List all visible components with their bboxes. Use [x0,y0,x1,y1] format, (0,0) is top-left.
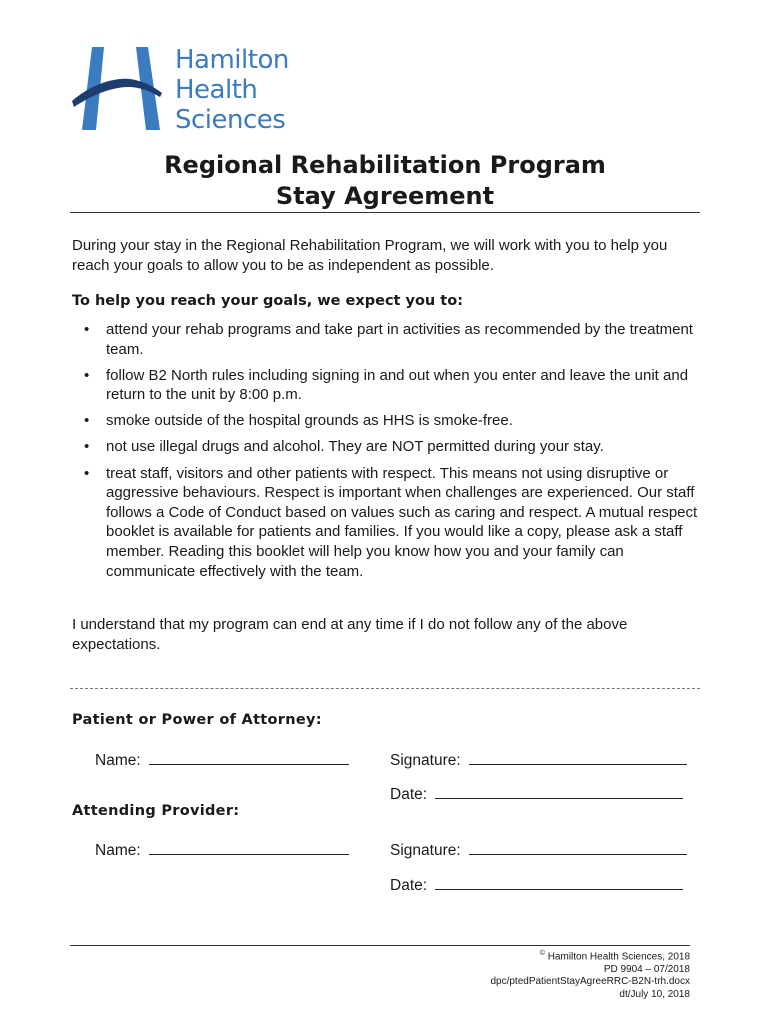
hhs-logo [70,45,310,135]
patient-name-label: Name: [95,752,141,769]
hhs-logo-mark-icon [70,45,170,135]
logo-wordmark [175,45,289,135]
patient-signature-line[interactable] [469,750,687,765]
logo-line-2: Health [175,75,258,105]
patient-name-field[interactable] [95,750,349,771]
list-item: • follow B2 North rules including signing in and out when you enter and leave the unit and return to the unit by 8:00 p.m. [72,366,702,405]
list-item: • smoke outside of the hospital grounds as HHS is smoke-free. [72,411,702,431]
patient-date-line[interactable] [435,784,683,799]
provider-date-line[interactable] [435,875,683,890]
understanding-statement: I understand that my program can end at any time if I do not follow any of the above expectations. [72,616,628,653]
patient-name-line[interactable] [149,750,349,765]
intro-paragraph: During your stay in the Regional Rehabilitation Program, we will work with you to help you reach your goals to allow you to be as independent as possible. [72,237,668,274]
page-title-line-1: Regional Rehabilitation Program [164,151,606,179]
provider-signature-field[interactable] [390,840,687,861]
provider-section-heading: Attending Provider: [72,803,240,819]
provider-signature-line[interactable] [469,840,687,855]
patient-signature-label: Signature: [390,752,461,769]
provider-name-line[interactable] [149,840,349,855]
patient-date-field[interactable] [390,784,683,805]
logo-line-1: Hamilton [175,45,289,75]
list-item: • attend your rehab programs and take part in activities as recommended by the treatment team. [72,320,702,359]
patient-signature-field[interactable] [390,750,687,771]
provider-name-field[interactable] [95,840,349,861]
footer-copyright: © Hamilton Health Sciences, 2018 [539,950,690,963]
footer-pd-number: PD 9904 – 07/2018 [603,963,690,975]
provider-date-label: Date: [390,877,428,894]
footer-divider [70,945,690,946]
document-footer [490,948,690,1001]
logo-line-3: Sciences [175,105,286,135]
page-title-line-2: Stay Agreement [275,182,495,210]
provider-name-label: Name: [95,842,141,859]
patient-section-heading: Patient or Power of Attorney: [72,712,322,728]
title-divider [70,212,700,213]
provider-date-field[interactable] [390,875,683,896]
footer-file-name: dpc/ptedPatientStayAgreeRRC-B2N-trh.docx [490,976,690,988]
list-item: • treat staff, visitors and other patients with respect. This means not using disruptive or aggressive behaviours. Respect is important when challenges are experienced. Our staff follows a Code of Conduct based on values such as caring and respect. A mutual respect booklet is available for patients and families. If you would like a copy, please ask a staff member. Reading this booklet will help you know how you and your family can communicate effectively with the team. [72,464,702,582]
footer-date: dt/July 10, 2018 [619,988,690,1000]
list-item: • not use illegal drugs and alcohol. They are NOT permitted during your stay. [72,437,702,457]
section-divider [70,688,700,689]
provider-signature-label: Signature: [390,842,461,859]
expectations-list [72,320,702,588]
patient-date-label: Date: [390,786,428,803]
copyright-symbol: © [539,950,545,957]
expectations-heading: To help you reach your goals, we expect you to: [72,293,463,309]
